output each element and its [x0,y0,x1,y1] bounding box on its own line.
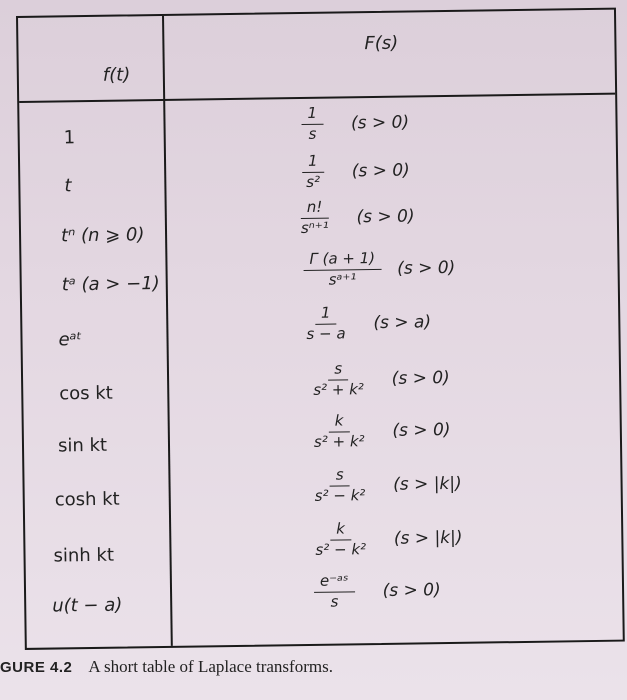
row-9-condition: (s > |k|) [393,528,463,550]
row-2-F [302,153,410,191]
row-5-fraction [306,305,346,342]
row-1-fraction [301,103,323,143]
row-1-f: 1 [63,127,76,149]
row-7-denominator: s² + k² [313,431,365,451]
row-5-f: eᵃᵗ [58,329,83,351]
row-6-numerator: s [328,361,348,380]
row-3-condition: (s > 0) [356,206,415,228]
row-3-denominator: sⁿ⁺¹ [300,218,329,237]
row-1-denominator: s [308,124,317,143]
header-rule [19,93,615,103]
row-6-F [313,360,450,398]
row-9-numerator: k [330,521,351,540]
row-6-fraction [313,361,364,398]
row-4-f: tᵃ (a > −1) [61,273,160,296]
row-10-fraction [314,573,355,610]
row-2-numerator: 1 [302,154,324,173]
row-6-f: cos kt [59,382,113,405]
row-9-fraction [315,521,366,558]
laplace-table [16,8,625,650]
row-2-f: t [64,175,72,197]
row-3-F [301,198,415,236]
row-1-F [301,105,409,143]
row-4-denominator: sᵃ⁺¹ [328,270,357,289]
row-1-condition: (s > 0) [350,112,410,134]
row-9-denominator: s² − k² [315,539,367,559]
figure-caption [0,657,333,677]
row-4-condition: (s > 0) [397,258,456,279]
row-5-denominator: s − a [306,324,346,343]
row-7-fraction [314,413,365,450]
row-8-condition: (s > |k|) [393,474,462,496]
row-9-F [315,520,463,559]
row-7-numerator: k [329,413,350,432]
row-5-numerator: 1 [315,306,337,325]
row-2-condition: (s > 0) [351,160,410,182]
row-6-condition: (s > 0) [391,368,450,390]
row-5-condition: (s > a) [373,312,432,334]
row-8-denominator: s² − k² [314,485,366,505]
caption-label: GURE 4.2 [0,659,73,676]
row-2-fraction [302,151,324,191]
row-6-denominator: s² + k² [313,379,365,399]
row-8-fraction [314,467,365,504]
row-7-F [314,412,451,450]
row-7-f: sin kt [57,434,108,457]
row-7-condition: (s > 0) [392,420,451,442]
row-9-f: sinh kt [53,544,115,567]
row-3-numerator: n! [301,200,329,219]
row-10-condition: (s > 0) [382,580,441,602]
header-f-of-t: f(t) [102,64,131,86]
row-1-numerator: 1 [301,106,323,125]
caption-text: A short table of Laplace transforms. [88,657,333,676]
row-8-numerator: s [330,467,350,486]
row-4-F [303,250,455,289]
row-10-denominator: s [330,592,339,611]
row-3-fraction [300,197,329,237]
header-F-of-s: F(s) [364,32,399,55]
column-divider [162,16,173,646]
row-5-F [306,304,431,342]
row-10-f: u(t − a) [52,594,123,617]
row-2-denominator: s² [306,172,321,191]
row-3-f: tⁿ (n ⩾ 0) [60,224,145,247]
row-4-fraction [303,251,381,289]
row-4-numerator: Γ (a + 1) [303,251,381,271]
row-8-f: cosh kt [54,488,120,511]
row-10-F [314,572,441,610]
row-10-numerator: e⁻ᵃˢ [314,573,355,592]
row-8-F [314,466,462,505]
